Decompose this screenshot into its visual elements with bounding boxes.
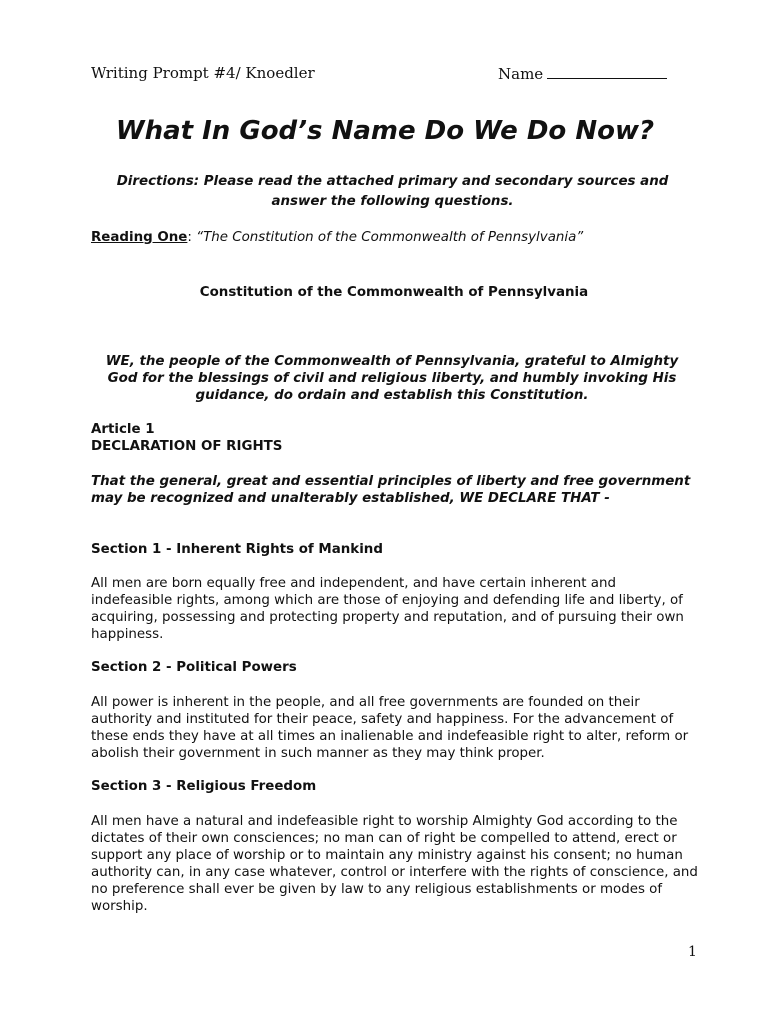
name-label: Name (498, 65, 544, 83)
header-assignment: Writing Prompt #4/ Knoedler (91, 64, 315, 82)
page-number: 1 (688, 944, 697, 960)
reading-source: “The Constitution of the Commonwealth of Pennsylvania” (191, 230, 584, 245)
section-1-heading: Section 1 - Inherent Rights of Mankind (91, 542, 383, 557)
article-name: DECLARATION OF RIGHTS (91, 439, 283, 454)
preamble: WE, the people of the Commonwealth of Pennsylvania, grateful to Almighty God for the blessings of civil and religious liberty, and humbly invoking His guidance, do ordain and establish this Constitution. (105, 354, 679, 403)
declaration-text: That the general, great and essential principles of liberty and free government may be recognized and unalterably established, WE DECLARE THAT - (91, 474, 691, 506)
section-3-heading: Section 3 - Religious Freedom (91, 779, 317, 794)
reading-label: Reading One (91, 230, 188, 245)
article-number: Article 1 (91, 422, 155, 437)
section-2-text: All power is inherent in the people, and all free governments are founded on their authority and instituted for their peace, safety and happiness. For the advancement of these ends they have at all times an inalienable and indefeasible right to alter, reform or abolish their government in such manner as they may think proper. (91, 695, 689, 761)
article-heading (91, 421, 701, 455)
section-2-heading: Section 2 - Political Powers (91, 660, 297, 675)
section-1-text: All men are born equally free and independent, and have certain inherent and indefeasible rights, among which are those of enjoying and defending life and liberty, of acquiring, possessing and protecting property and reputation, and of pursuing their own happiness. (91, 576, 684, 642)
reading-colon: : (187, 230, 192, 245)
directions-text: Directions: Please read the attached primary and secondary sources and answer the following questions. (116, 174, 669, 209)
reading-line (91, 230, 583, 245)
constitution-title: Constitution of the Commonwealth of Pennsylvania (199, 285, 589, 300)
section-3-text: All men have a natural and indefeasible right to worship Almighty God according to the dictates of their own consciences; no man can of right be compelled to attend, erect or support any place of worship or to maintain any ministry against his consent; no human authority can, in any case whatever, control or interfere with the rights of conscience, and no preference shall ever be given by law to any religious establishments or modes of worship. (91, 814, 698, 914)
name-blank-line (547, 64, 667, 79)
page-title: What In God’s Name Do We Do Now? (115, 116, 655, 146)
header-name-field (498, 64, 667, 83)
